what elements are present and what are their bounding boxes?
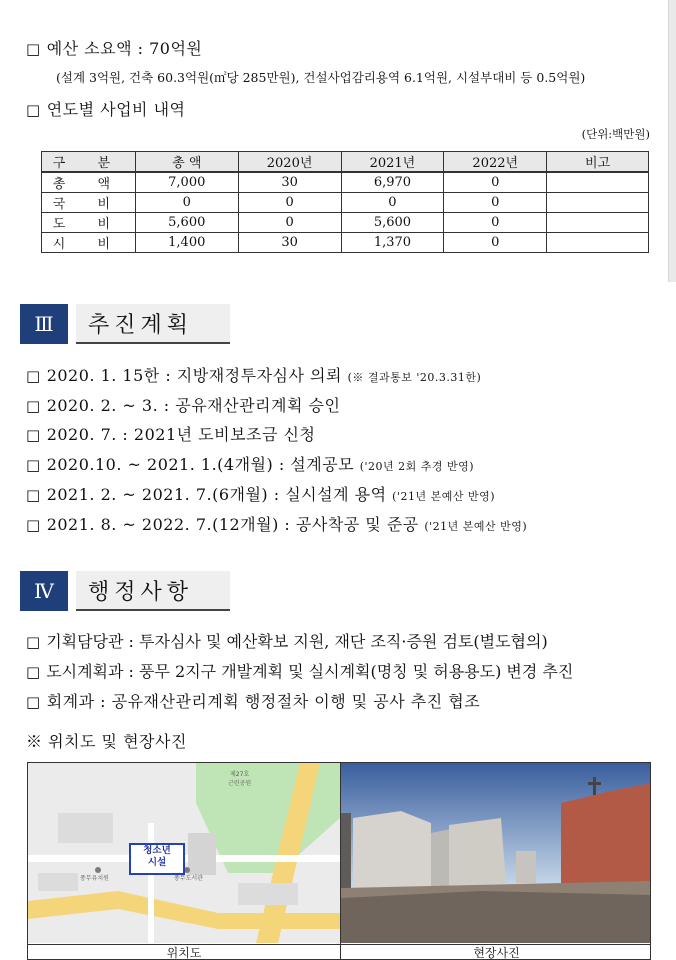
table-cell: 5,600 [135, 213, 238, 233]
table-header: 2021년 [341, 152, 444, 173]
admin-item-text: 도시계획과 : 풍무 2지구 개발계획 및 실시계획(명칭 및 허용용도) 변경 추진 [46, 662, 574, 681]
plan-item-text: 2021. 8. ~ 2022. 7.(12개월) : 공사착공 및 준공 [46, 515, 419, 534]
plan-item-note: (※ 결과통보 '20.3.31한) [347, 371, 482, 384]
plan-item [26, 452, 474, 475]
admin-item [26, 689, 480, 712]
section-title: 추진계획 [76, 304, 230, 344]
checkbox-icon: □ [26, 397, 41, 415]
table-cell [547, 172, 649, 193]
plan-item-text: 2020. 2. ~ 3. : 공유재산관리계획 승인 [46, 396, 341, 415]
plan-item [26, 393, 340, 416]
table-header: 비고 [547, 152, 649, 173]
section-numeral: Ⅳ [20, 571, 68, 611]
photo-panel [27, 762, 651, 960]
table-row [42, 172, 649, 193]
table-cell: 0 [444, 213, 547, 233]
table-cell: 국 비 [42, 193, 136, 213]
budget-total-line [26, 36, 202, 59]
table-header-row [42, 152, 649, 173]
map-park-label: 제27호 근린공원 [228, 771, 252, 787]
unit-note: (단위:백만원) [581, 127, 650, 141]
table-cell: 5,600 [341, 213, 444, 233]
checkbox-icon: □ [26, 40, 41, 58]
table-cell: 0 [444, 193, 547, 213]
plan-item [26, 422, 315, 445]
section-numeral: Ⅲ [20, 304, 68, 344]
table-header: 총 액 [135, 152, 238, 173]
map-caption: 위치도 [28, 944, 340, 960]
site-photo-graphic [341, 763, 651, 943]
checkbox-icon: □ [26, 367, 41, 385]
section-3-header [20, 304, 230, 344]
checkbox-icon: □ [26, 693, 41, 711]
table-row [42, 213, 649, 233]
checkbox-icon: □ [26, 426, 41, 444]
checkbox-icon: □ [26, 516, 41, 534]
plan-item-text: 2020. 7. : 2021년 도비보조금 신청 [46, 425, 316, 444]
budget-table [41, 151, 649, 253]
plan-item [26, 482, 495, 505]
location-map [28, 763, 340, 943]
site-photo [341, 763, 651, 943]
budget-total: 예산 소요액 : 70억원 [46, 39, 203, 58]
table-cell: 6,970 [341, 172, 444, 193]
table-cell [547, 193, 649, 213]
plan-item [26, 363, 481, 386]
checkbox-icon: □ [26, 663, 41, 681]
admin-item [26, 659, 573, 682]
table-cell: 7,000 [135, 172, 238, 193]
table-cell: 0 [135, 193, 238, 213]
table-header: 2020년 [238, 152, 341, 173]
map-library-label: 풍무도서관 [174, 875, 203, 882]
map-marker-label: 청소년 시설 [129, 843, 185, 875]
table-header: 구 분 [42, 152, 136, 173]
admin-item [26, 629, 548, 652]
table-cell: 시 비 [42, 233, 136, 253]
table-cell: 1,400 [135, 233, 238, 253]
plan-item-text: 2020.10. ~ 2021. 1.(4개월) : 설계공모 [46, 455, 355, 474]
table-row [42, 233, 649, 253]
table-cell: 0 [444, 172, 547, 193]
scrollbar[interactable] [668, 0, 676, 282]
admin-item-text: 기획담당관 : 투자심사 및 예산확보 지원, 재단 조직·증원 검토(별도협의) [46, 632, 548, 651]
table-row [42, 193, 649, 213]
plan-item-text: 2020. 1. 15한 : 지방재정투자심사 의뢰 [46, 366, 342, 385]
checkbox-icon: □ [26, 101, 41, 119]
map-school-label: 풍무유치원 [80, 875, 109, 882]
plan-item-note: ('20년 2회 추경 반영) [359, 460, 475, 473]
section-title: 행정사항 [76, 571, 230, 611]
yearly-title-line [26, 97, 186, 120]
admin-item-text: 회계과 : 공유재산관리계획 행정절차 이행 및 공사 추진 협조 [46, 692, 481, 711]
checkbox-icon: □ [26, 633, 41, 651]
table-cell: 0 [444, 233, 547, 253]
table-cell: 30 [238, 233, 341, 253]
table-cell [547, 213, 649, 233]
yearly-title: 연도별 사업비 내역 [46, 100, 186, 119]
table-cell: 30 [238, 172, 341, 193]
budget-detail: (설계 3억원, 건축 60.3억원(㎡당 285만원), 건설사업감리용역 6.1억원, 시설부대비 등 0.5억원) [56, 70, 586, 85]
table-cell: 0 [238, 193, 341, 213]
plan-item-note: ('21년 본예산 반영) [424, 520, 528, 533]
plan-item-note: ('21년 본예산 반영) [392, 490, 495, 503]
plan-item [26, 512, 527, 535]
table-cell: 1,370 [341, 233, 444, 253]
checkbox-icon: □ [26, 456, 41, 474]
table-cell: 0 [238, 213, 341, 233]
table-header: 2022년 [444, 152, 547, 173]
table-cell: 총 액 [42, 172, 136, 193]
photo-caption: 현장사진 [341, 944, 651, 960]
photo-note: ※ 위치도 및 현장사진 [26, 732, 187, 751]
checkbox-icon: □ [26, 486, 41, 504]
table-cell [547, 233, 649, 253]
section-4-header [20, 571, 230, 611]
plan-item-text: 2021. 2. ~ 2021. 7.(6개월) : 실시설계 용역 [46, 485, 387, 504]
table-cell: 도 비 [42, 213, 136, 233]
photo-divider [340, 763, 341, 960]
table-cell: 0 [341, 193, 444, 213]
